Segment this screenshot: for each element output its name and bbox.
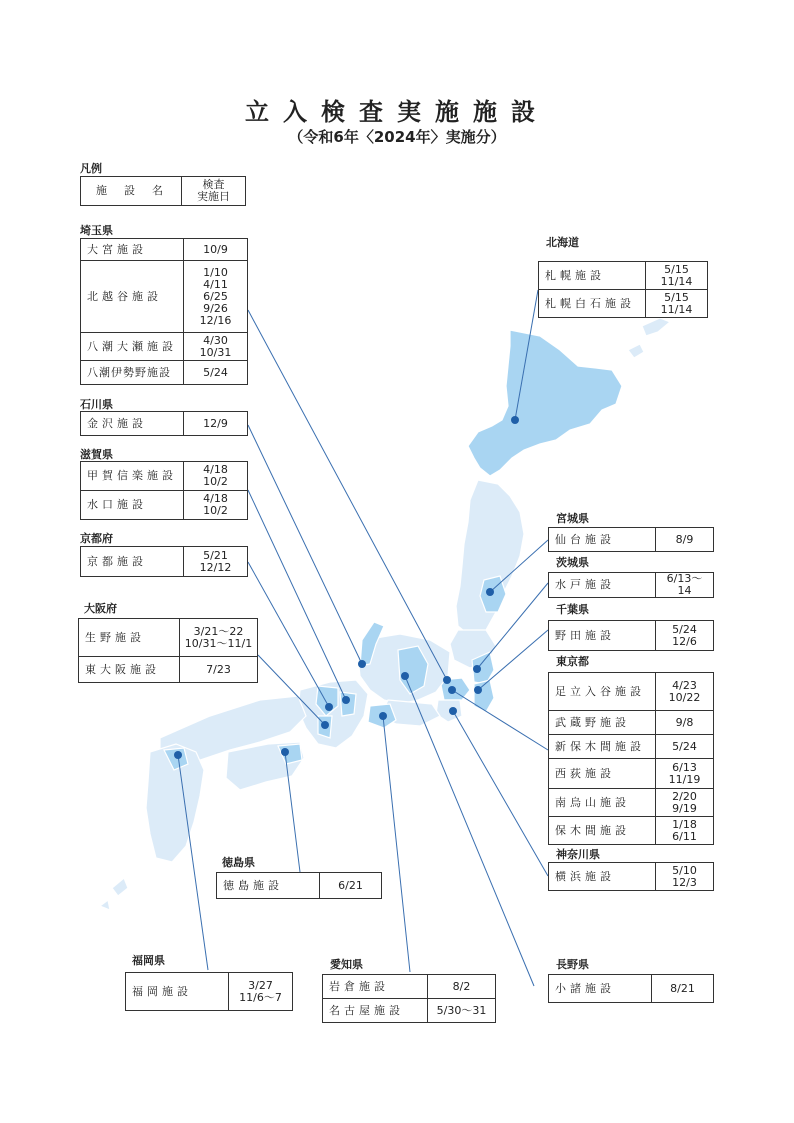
facility-dates: 6/21 — [320, 873, 382, 899]
facility-name: 小諸施設 — [549, 975, 652, 1003]
facility-name: 武蔵野施設 — [549, 711, 656, 735]
facility-table-chiba — [548, 620, 714, 651]
facility-dates: 5/10 12/3 — [656, 863, 714, 891]
pref-label-miyagi: 宮城県 — [556, 512, 589, 525]
page-subtitle: （令和6年〈2024年〉実施分） — [288, 128, 506, 146]
marker-hokkaido — [511, 416, 519, 424]
pref-label-shiga: 滋賀県 — [80, 448, 113, 461]
marker-kyoto — [325, 703, 333, 711]
facility-dates: 6/13 11/19 — [656, 759, 714, 789]
marker-ibaraki — [473, 665, 481, 673]
page-title: 立入検査実施施設 — [245, 98, 549, 126]
facility-name: 横浜施設 — [549, 863, 656, 891]
facility-name: 八潮大瀬施設 — [81, 333, 184, 361]
facility-name: 札幌施設 — [539, 262, 646, 290]
facility-name: 野田施設 — [549, 621, 656, 651]
marker-saitama — [443, 676, 451, 684]
facility-dates: 12/9 — [184, 412, 248, 436]
legend-table — [80, 176, 246, 206]
facility-name: 京都施設 — [81, 547, 184, 577]
facility-dates: 7/23 — [180, 657, 258, 683]
facility-table-tokyo — [548, 672, 714, 845]
shiga-region — [340, 692, 356, 716]
marker-tokyo — [448, 686, 456, 694]
marker-kanagawa — [449, 707, 457, 715]
facility-dates: 8/21 — [652, 975, 714, 1003]
facility-name: 東大阪施設 — [79, 657, 180, 683]
marker-ishikawa — [358, 660, 366, 668]
pref-label-osaka: 大阪府 — [84, 602, 117, 615]
facility-table-aichi — [322, 974, 496, 1023]
pref-label-tokyo: 東京都 — [556, 655, 589, 668]
facility-name: 福岡施設 — [126, 973, 229, 1011]
facility-name: 大宮施設 — [81, 239, 184, 261]
pref-label-hokkaido: 北海道 — [546, 236, 579, 249]
facility-name: 甲賀信楽施設 — [81, 462, 184, 491]
facility-table-miyagi — [548, 527, 714, 552]
facility-table-hokkaido — [538, 261, 708, 318]
southern-islands — [100, 878, 128, 910]
facility-name: 名古屋施設 — [323, 999, 428, 1023]
facility-dates: 3/27 11/6～7 — [229, 973, 293, 1011]
facility-dates: 6/13～14 — [656, 573, 714, 598]
facility-name: 八潮伊勢野施設 — [81, 361, 184, 385]
marker-osaka — [321, 721, 329, 729]
facility-dates: 5/21 12/12 — [184, 547, 248, 577]
facility-table-fukuoka — [125, 972, 293, 1011]
pref-label-kyoto: 京都府 — [80, 532, 113, 545]
facility-table-ishikawa — [80, 411, 248, 436]
hokkaido-region — [468, 330, 622, 476]
facility-name: 新保木間施設 — [549, 735, 656, 759]
facility-dates: 4/30 10/31 — [184, 333, 248, 361]
facility-table-nagano — [548, 974, 714, 1003]
facility-table-kyoto — [80, 546, 248, 577]
facility-name: 生野施設 — [79, 619, 180, 657]
facility-dates: 9/8 — [656, 711, 714, 735]
marker-fukuoka — [174, 751, 182, 759]
facility-name: 札幌白石施設 — [539, 290, 646, 318]
facility-name: 徳島施設 — [217, 873, 320, 899]
facility-dates: 5/15 11/14 — [646, 262, 708, 290]
marker-aichi — [379, 712, 387, 720]
facility-dates: 8/2 — [428, 975, 496, 999]
facility-name: 足立入谷施設 — [549, 673, 656, 711]
facility-name: 北越谷施設 — [81, 261, 184, 333]
facility-table-osaka — [78, 618, 258, 683]
facility-name: 南烏山施設 — [549, 789, 656, 817]
facility-dates: 5/15 11/14 — [646, 290, 708, 318]
pref-label-tokushima: 徳島県 — [222, 856, 255, 869]
marker-chiba — [474, 686, 482, 694]
facility-name: 岩倉施設 — [323, 975, 428, 999]
facility-dates: 1/18 6/11 — [656, 817, 714, 845]
marker-nagano — [401, 672, 409, 680]
facility-dates: 1/10 4/11 6/25 9/26 12/16 — [184, 261, 248, 333]
pref-label-nagano: 長野県 — [556, 958, 589, 971]
marker-miyagi — [486, 588, 494, 596]
facility-name: 水口施設 — [81, 491, 184, 520]
facility-dates: 4/18 10/2 — [184, 491, 248, 520]
pref-label-ibaraki: 茨城県 — [556, 556, 589, 569]
facility-name: 仙台施設 — [549, 528, 656, 552]
facility-name: 保木間施設 — [549, 817, 656, 845]
facility-table-kanagawa — [548, 862, 714, 891]
facility-table-tokushima — [216, 872, 382, 899]
facility-name: 水戸施設 — [549, 573, 656, 598]
facility-dates: 4/23 10/22 — [656, 673, 714, 711]
facility-dates: 5/24 — [184, 361, 248, 385]
facility-dates: 5/24 — [656, 735, 714, 759]
facility-table-shiga — [80, 461, 248, 520]
facility-dates: 4/18 10/2 — [184, 462, 248, 491]
pref-label-aichi: 愛知県 — [330, 958, 363, 971]
pref-label-saitama: 埼玉県 — [80, 224, 113, 237]
facility-name: 西荻施設 — [549, 759, 656, 789]
facility-dates: 10/9 — [184, 239, 248, 261]
pref-label-fukuoka: 福岡県 — [132, 954, 165, 967]
pref-label-ishikawa: 石川県 — [80, 398, 113, 411]
hokkaido-islands — [628, 318, 670, 358]
facility-dates: 3/21～22 10/31～11/1 — [180, 619, 258, 657]
legend-name-header: 施 設 名 — [81, 177, 182, 206]
facility-dates: 5/30～31 — [428, 999, 496, 1023]
facility-table-saitama — [80, 238, 248, 385]
marker-shiga — [342, 696, 350, 704]
facility-dates: 8/9 — [656, 528, 714, 552]
facility-table-ibaraki — [548, 572, 714, 598]
facility-name: 金沢施設 — [81, 412, 184, 436]
pref-label-kanagawa: 神奈川県 — [556, 848, 600, 861]
pref-label-chiba: 千葉県 — [556, 603, 589, 616]
legend-label: 凡例 — [80, 162, 102, 175]
legend-date-header: 検査 実施日 — [182, 177, 246, 206]
marker-tokushima — [281, 748, 289, 756]
facility-dates: 2/20 9/19 — [656, 789, 714, 817]
facility-dates: 5/24 12/6 — [656, 621, 714, 651]
